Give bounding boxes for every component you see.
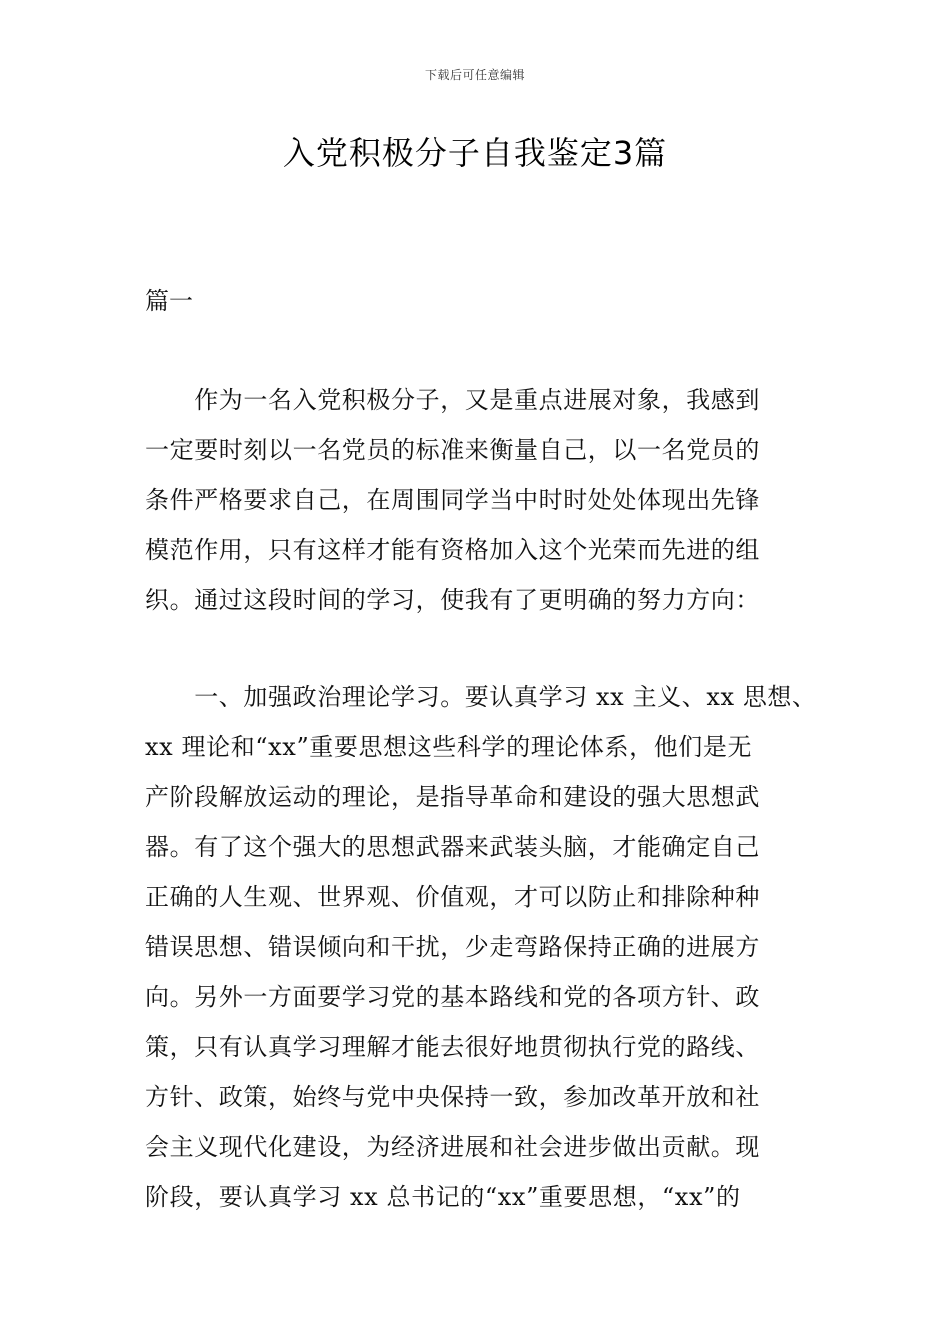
paragraph-line: 一、加强政治理论学习。要认真学习 xx 主义、xx 思想、: [145, 683, 817, 711]
paragraph-line: 作为一名入党积极分子，又是重点进展对象，我感到: [145, 386, 760, 414]
paragraph-line: 错误思想、错误倾向和干扰，少走弯路保持正确的进展方: [145, 933, 760, 961]
paragraph-1: [145, 382, 807, 632]
paragraph-2: [145, 679, 817, 1229]
paragraph-line: 织。通过这段时间的学习，使我有了更明确的努力方向：: [145, 586, 760, 614]
paragraph-line: 向。另外一方面要学习党的基本路线和党的各项方针、政: [145, 983, 760, 1011]
paragraph-line: 正确的人生观、世界观、价值观，才可以防止和排除种种: [145, 883, 760, 911]
paragraph-line: 条件严格要求自己，在周围同学当中时时处处体现出先锋: [145, 486, 760, 514]
paragraph-line: 方针、政策，始终与党中央保持一致，参加改革开放和社: [145, 1083, 760, 1111]
paragraph-line: 阶段，要认真学习 xx 总书记的“xx”重要思想，“xx”的: [145, 1183, 741, 1211]
paragraph-line: 策，只有认真学习理解才能去很好地贯彻执行党的路线、: [145, 1033, 760, 1061]
paragraph-line: 会主义现代化建设，为经济进展和社会进步做出贡献。现: [145, 1133, 760, 1161]
paragraph-line: 模范作用，只有这样才能有资格加入这个光荣而先进的组: [145, 536, 760, 564]
paragraph-line: 一定要时刻以一名党员的标准来衡量自己，以一名党员的: [145, 436, 760, 464]
paragraph-line: xx 理论和“xx”重要思想这些科学的理论体系，他们是无: [145, 733, 753, 761]
paragraph-line: 器。有了这个强大的思想武器来武装头脑，才能确定自己: [145, 833, 760, 861]
document-title: 入党积极分子自我鉴定3篇: [282, 134, 668, 172]
download-note: 下载后可任意编辑: [424, 68, 525, 82]
paragraph-line: 产阶段解放运动的理论，是指导革命和建设的强大思想武: [145, 783, 760, 811]
section-heading: 篇一: [145, 287, 193, 315]
